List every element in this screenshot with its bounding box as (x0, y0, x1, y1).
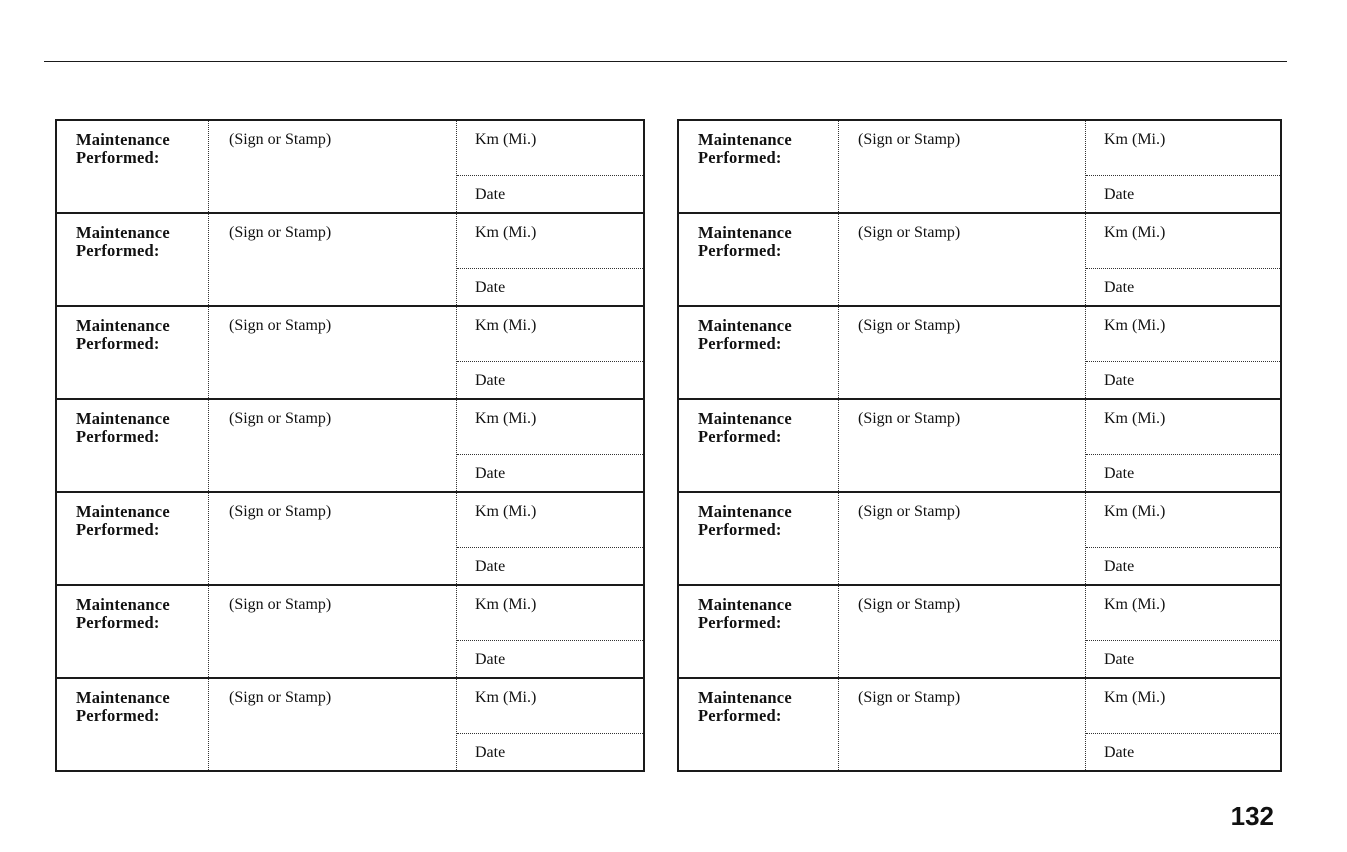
maintenance-performed-label (698, 596, 792, 632)
label-line-1: Maintenance (698, 688, 792, 707)
date-divider (1086, 454, 1280, 455)
maintenance-entry (57, 119, 643, 212)
sign-or-stamp-field[interactable]: (Sign or Stamp) (858, 317, 961, 334)
label-line-1: Maintenance (76, 688, 170, 707)
label-line-2: Performed: (76, 706, 160, 725)
label-line-2: Performed: (698, 706, 782, 725)
label-line-1: Maintenance (698, 223, 792, 242)
sign-column-divider (838, 679, 839, 770)
date-field[interactable]: Date (475, 186, 506, 203)
maintenance-entry (57, 584, 643, 677)
km-field[interactable]: Km (Mi.) (475, 689, 537, 706)
label-line-1: Maintenance (76, 595, 170, 614)
km-date-cell (456, 121, 643, 212)
sign-or-stamp-field[interactable]: (Sign or Stamp) (229, 596, 332, 613)
km-field[interactable]: Km (Mi.) (475, 596, 537, 613)
sign-column-divider (208, 679, 209, 770)
date-divider (457, 361, 643, 362)
maintenance-performed-label (698, 410, 792, 446)
maintenance-log-right (677, 119, 1282, 772)
maintenance-performed-label (76, 131, 170, 167)
maintenance-log-left (55, 119, 645, 772)
km-field[interactable]: Km (Mi.) (1104, 317, 1166, 334)
maintenance-entry (679, 305, 1280, 398)
date-divider (457, 640, 643, 641)
date-field[interactable]: Date (475, 651, 506, 668)
sign-or-stamp-field[interactable]: (Sign or Stamp) (858, 689, 961, 706)
km-field[interactable]: Km (Mi.) (1104, 689, 1166, 706)
label-line-1: Maintenance (698, 595, 792, 614)
sign-or-stamp-field[interactable]: (Sign or Stamp) (858, 224, 961, 241)
sign-column-divider (208, 586, 209, 677)
maintenance-entry (679, 677, 1280, 770)
maintenance-entry (679, 119, 1280, 212)
sign-column-divider (208, 493, 209, 584)
sign-column-divider (838, 586, 839, 677)
sign-column-divider (208, 307, 209, 398)
label-line-1: Maintenance (76, 130, 170, 149)
date-divider (1086, 640, 1280, 641)
date-field[interactable]: Date (475, 372, 506, 389)
date-field[interactable]: Date (1104, 465, 1135, 482)
date-field[interactable]: Date (1104, 558, 1135, 575)
sign-or-stamp-field[interactable]: (Sign or Stamp) (229, 317, 332, 334)
date-divider (1086, 733, 1280, 734)
date-divider (457, 175, 643, 176)
sign-column-divider (838, 214, 839, 305)
sign-column-divider (208, 121, 209, 212)
label-line-1: Maintenance (698, 502, 792, 521)
maintenance-performed-label (76, 596, 170, 632)
label-line-2: Performed: (698, 334, 782, 353)
label-line-2: Performed: (76, 241, 160, 260)
date-field[interactable]: Date (1104, 651, 1135, 668)
label-line-1: Maintenance (698, 409, 792, 428)
sign-or-stamp-field[interactable]: (Sign or Stamp) (229, 224, 332, 241)
sign-or-stamp-field[interactable]: (Sign or Stamp) (229, 503, 332, 520)
km-field[interactable]: Km (Mi.) (475, 503, 537, 520)
maintenance-entry (57, 305, 643, 398)
date-field[interactable]: Date (475, 279, 506, 296)
label-line-2: Performed: (76, 613, 160, 632)
maintenance-entry (57, 677, 643, 770)
km-field[interactable]: Km (Mi.) (475, 224, 537, 241)
sign-or-stamp-field[interactable]: (Sign or Stamp) (229, 410, 332, 427)
date-divider (1086, 268, 1280, 269)
date-field[interactable]: Date (1104, 372, 1135, 389)
sign-or-stamp-field[interactable]: (Sign or Stamp) (858, 410, 961, 427)
km-date-cell (1085, 121, 1280, 212)
sign-column-divider (208, 400, 209, 491)
date-field[interactable]: Date (1104, 744, 1135, 761)
km-date-cell (1085, 679, 1280, 770)
date-divider (457, 454, 643, 455)
km-date-cell (1085, 586, 1280, 677)
km-field[interactable]: Km (Mi.) (475, 131, 537, 148)
date-field[interactable]: Date (475, 558, 506, 575)
maintenance-entry (679, 584, 1280, 677)
date-field[interactable]: Date (1104, 186, 1135, 203)
maintenance-performed-label (76, 224, 170, 260)
label-line-2: Performed: (76, 520, 160, 539)
date-field[interactable]: Date (475, 744, 506, 761)
km-field[interactable]: Km (Mi.) (1104, 503, 1166, 520)
maintenance-entry (679, 212, 1280, 305)
page-number: 132 (1230, 801, 1274, 831)
sign-column-divider (838, 121, 839, 212)
maintenance-entry (57, 398, 643, 491)
label-line-2: Performed: (76, 148, 160, 167)
maintenance-performed-label (76, 689, 170, 725)
label-line-1: Maintenance (698, 316, 792, 335)
km-date-cell (456, 400, 643, 491)
maintenance-entry (679, 398, 1280, 491)
label-line-2: Performed: (698, 427, 782, 446)
date-divider (457, 547, 643, 548)
maintenance-entry (57, 212, 643, 305)
label-line-2: Performed: (76, 427, 160, 446)
km-date-cell (1085, 400, 1280, 491)
km-field[interactable]: Km (Mi.) (1104, 596, 1166, 613)
maintenance-performed-label (76, 317, 170, 353)
km-date-cell (456, 214, 643, 305)
label-line-2: Performed: (698, 613, 782, 632)
sign-column-divider (838, 493, 839, 584)
date-divider (1086, 547, 1280, 548)
km-field[interactable]: Km (Mi.) (475, 410, 537, 427)
date-divider (1086, 175, 1280, 176)
sign-column-divider (838, 307, 839, 398)
sign-or-stamp-field[interactable]: (Sign or Stamp) (858, 131, 961, 148)
km-field[interactable]: Km (Mi.) (475, 317, 537, 334)
maintenance-entry (679, 491, 1280, 584)
label-line-1: Maintenance (698, 130, 792, 149)
date-divider (457, 268, 643, 269)
date-field[interactable]: Date (1104, 279, 1135, 296)
km-date-cell (1085, 307, 1280, 398)
label-line-1: Maintenance (76, 316, 170, 335)
label-line-2: Performed: (698, 241, 782, 260)
label-line-2: Performed: (76, 334, 160, 353)
sign-or-stamp-field[interactable]: (Sign or Stamp) (229, 131, 332, 148)
maintenance-performed-label (76, 503, 170, 539)
sign-column-divider (208, 214, 209, 305)
maintenance-performed-label (698, 317, 792, 353)
sign-or-stamp-field[interactable]: (Sign or Stamp) (229, 689, 332, 706)
sign-column-divider (838, 400, 839, 491)
km-date-cell (456, 586, 643, 677)
maintenance-performed-label (698, 503, 792, 539)
maintenance-performed-label (698, 131, 792, 167)
km-date-cell (456, 679, 643, 770)
km-date-cell (456, 307, 643, 398)
km-date-cell (1085, 493, 1280, 584)
label-line-1: Maintenance (76, 409, 170, 428)
km-field[interactable]: Km (Mi.) (1104, 410, 1166, 427)
maintenance-performed-label (698, 224, 792, 260)
sign-or-stamp-field[interactable]: (Sign or Stamp) (858, 503, 961, 520)
maintenance-performed-label (698, 689, 792, 725)
date-divider (1086, 361, 1280, 362)
label-line-1: Maintenance (76, 223, 170, 242)
label-line-2: Performed: (698, 520, 782, 539)
header-rule (44, 61, 1287, 62)
km-field[interactable]: Km (Mi.) (1104, 224, 1166, 241)
label-line-2: Performed: (698, 148, 782, 167)
date-divider (457, 733, 643, 734)
km-field[interactable]: Km (Mi.) (1104, 131, 1166, 148)
km-date-cell (456, 493, 643, 584)
label-line-1: Maintenance (76, 502, 170, 521)
sign-or-stamp-field[interactable]: (Sign or Stamp) (858, 596, 961, 613)
date-field[interactable]: Date (475, 465, 506, 482)
km-date-cell (1085, 214, 1280, 305)
maintenance-entry (57, 491, 643, 584)
maintenance-performed-label (76, 410, 170, 446)
